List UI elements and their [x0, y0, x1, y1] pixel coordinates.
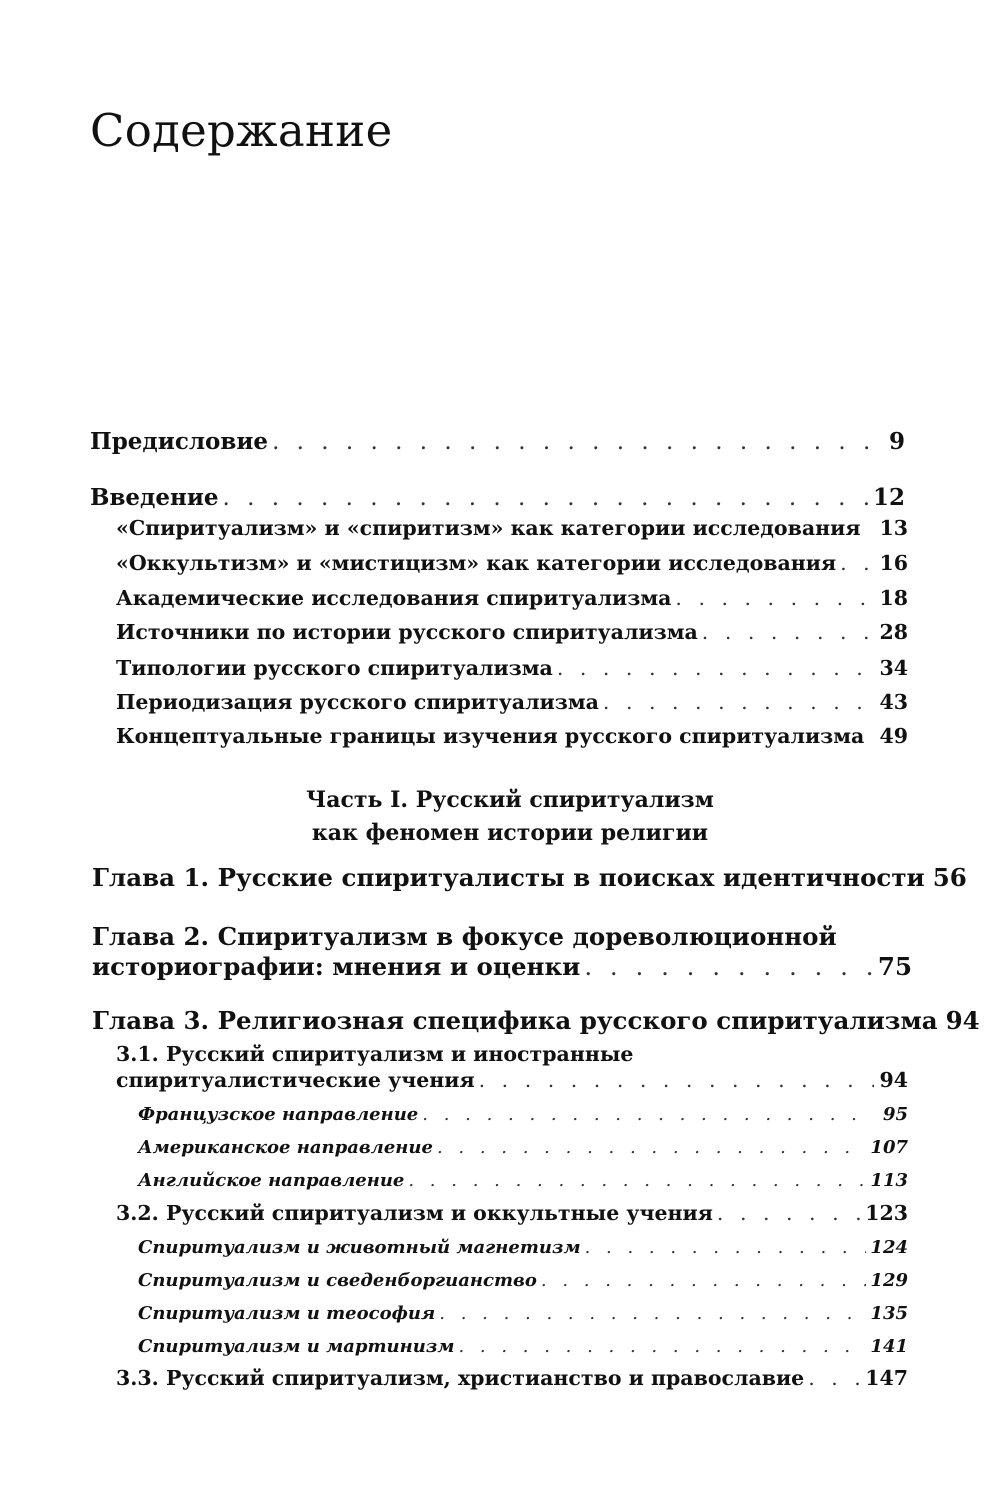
- toc-entry-label: Спиритуализм и животный магнетизм: [138, 1237, 581, 1258]
- dot-leader: [603, 690, 874, 714]
- dot-leader: [584, 952, 874, 981]
- toc-entry-section-3-1[interactable]: [116, 1068, 908, 1092]
- dot-leader: [437, 1137, 866, 1158]
- toc-entry-intro-5[interactable]: [116, 656, 908, 680]
- page-title: Содержание: [90, 104, 393, 157]
- toc-entry-section-3-2-b[interactable]: [138, 1270, 908, 1291]
- toc-entry-label: «Оккультизм» и «мистицизм» как категории исследования: [116, 551, 837, 575]
- toc-entry-section-3-1-c[interactable]: [138, 1170, 908, 1191]
- dot-leader: [675, 586, 874, 610]
- toc-page-number: 12: [872, 484, 905, 511]
- toc-entry-label: Периодизация русского спиритуализма: [116, 690, 599, 714]
- toc-entry-label: Американское направление: [138, 1137, 433, 1158]
- toc-entry-label: Введение: [90, 484, 219, 511]
- dot-leader: [702, 620, 874, 644]
- toc-entry-section-3-1-a[interactable]: [138, 1104, 908, 1125]
- toc-page-number: 75: [877, 952, 912, 981]
- toc-entry-intro-2[interactable]: [116, 551, 908, 575]
- toc-page-number: 56: [932, 863, 967, 892]
- toc-entry-section-3-2-a[interactable]: [138, 1237, 908, 1258]
- toc-entry-section-3-3[interactable]: [116, 1366, 908, 1390]
- toc-page-number: 141: [870, 1336, 908, 1357]
- toc-page-number: 34: [879, 656, 908, 680]
- toc-entry-label: Академические исследования спиритуализма: [116, 586, 672, 610]
- toc-page-number: 43: [879, 690, 908, 714]
- toc-entry-label: Глава 1. Русские спиритуалисты в поисках идентичности: [92, 863, 925, 892]
- toc-page-number: 129: [870, 1270, 908, 1291]
- toc-entry-label: Спиритуализм и сведенборгианство: [138, 1270, 537, 1291]
- toc-page-number: 135: [870, 1303, 908, 1324]
- toc-page-number: 28: [879, 620, 908, 644]
- toc-entry-section-3-1-line-1[interactable]: 3.1. Русский спиритуализм и иностранные: [116, 1042, 634, 1066]
- toc-entry-label: Концептуальные границы изучения русского спиритуализма: [116, 724, 865, 748]
- dot-leader: [717, 1201, 861, 1225]
- toc-entry-label: спиритуалистические учения: [116, 1068, 475, 1092]
- toc-entry-chapter-2-line-1[interactable]: Глава 2. Спиритуализм в фокусе дореволюционной: [92, 922, 837, 951]
- toc-entry-label: Глава 3. Религиозная специфика русского спиритуализма: [92, 1006, 938, 1035]
- dot-leader: [223, 485, 869, 511]
- toc-entry-intro-4[interactable]: [116, 620, 908, 644]
- toc-entry-section-3-1-b[interactable]: [138, 1137, 908, 1158]
- part-heading-line-1: Часть I. Русский спиритуализм: [306, 787, 714, 813]
- toc-entry-section-3-2-d[interactable]: [138, 1336, 908, 1357]
- toc-entry-chapter-2[interactable]: [92, 952, 912, 981]
- dot-leader: [272, 429, 885, 455]
- toc-entry-intro[interactable]: [90, 484, 905, 511]
- dot-leader: [557, 656, 874, 680]
- toc-entry-label: Французское направление: [138, 1104, 419, 1125]
- dot-leader: [840, 551, 874, 575]
- toc-entry-label: историографии: мнения и оценки: [92, 952, 581, 981]
- toc-page-number: 113: [870, 1170, 908, 1191]
- toc-entry-label: Английское направление: [138, 1170, 405, 1191]
- toc-page-number: 107: [870, 1137, 908, 1158]
- toc-page-number: 49: [879, 724, 908, 748]
- toc-page-number: 18: [879, 586, 908, 610]
- toc-page-number: 124: [870, 1237, 908, 1258]
- toc-entry-label: Спиритуализм и мартинизм: [138, 1336, 455, 1357]
- toc-entry-section-3-2[interactable]: [116, 1201, 908, 1225]
- toc-page-number: 147: [865, 1366, 908, 1390]
- dot-leader: [422, 1104, 874, 1125]
- toc-page-number: 95: [882, 1104, 908, 1125]
- toc-entry-label: Предисловие: [90, 428, 269, 455]
- toc-page-number: 94: [879, 1068, 908, 1092]
- toc-entry-chapter-3[interactable]: [92, 1006, 980, 1035]
- dot-leader: [408, 1170, 866, 1191]
- toc-page-number: 123: [865, 1201, 908, 1225]
- toc-page-number: 16: [879, 551, 908, 575]
- dot-leader: [541, 1270, 867, 1291]
- toc-entry-intro-3[interactable]: [116, 586, 908, 610]
- toc-entry-chapter-1[interactable]: [92, 863, 967, 892]
- toc-entry-label: «Спиритуализм» и «спиритизм» как категории исследования: [116, 516, 861, 540]
- toc-page-number: 13: [879, 516, 908, 540]
- toc-entry-label: 3.2. Русский спиритуализм и оккультные учения: [116, 1201, 713, 1225]
- dot-leader: [585, 1237, 867, 1258]
- toc-entry-intro-1[interactable]: [116, 516, 908, 540]
- toc-page-number: 9: [888, 428, 905, 455]
- part-heading-line-2: как феномен истории религии: [311, 820, 709, 846]
- dot-leader: [458, 1336, 866, 1357]
- toc-page-number: 94: [945, 1006, 980, 1035]
- toc-entry-label: Источники по истории русского спиритуализма: [116, 620, 698, 644]
- toc-entry-intro-7[interactable]: [116, 724, 908, 748]
- toc-entry-section-3-2-c[interactable]: [138, 1303, 908, 1324]
- dot-leader: [808, 1366, 861, 1390]
- toc-entry-label: 3.3. Русский спиритуализм, христианство и православие: [116, 1366, 805, 1390]
- toc-entry-intro-6[interactable]: [116, 690, 908, 714]
- part-heading: [0, 784, 1000, 850]
- toc-entry-preface[interactable]: [90, 428, 905, 455]
- dot-leader: [439, 1303, 866, 1324]
- dot-leader: [479, 1068, 874, 1092]
- toc-entry-label: Типологии русского спиритуализма: [116, 656, 553, 680]
- toc-entry-label: Спиритуализм и теософия: [138, 1303, 436, 1324]
